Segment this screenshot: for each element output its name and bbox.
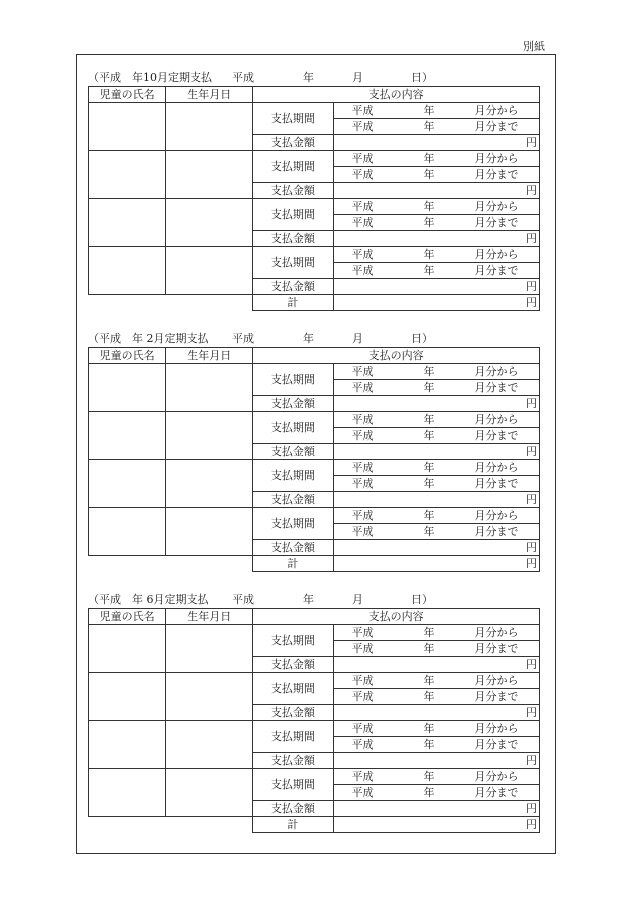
title-year: 年 xyxy=(303,593,314,606)
year-label: 年 xyxy=(423,626,435,639)
period-to-line xyxy=(333,263,539,279)
to-label: 月分まで xyxy=(474,738,519,751)
payment-table xyxy=(88,347,540,572)
birthdate-cell[interactable] xyxy=(166,247,253,295)
child-name-cell[interactable] xyxy=(89,199,166,247)
title-era: 平成 xyxy=(232,332,254,345)
amount-value-cell[interactable]: 円 xyxy=(333,657,539,673)
era-label: 平成 xyxy=(351,722,374,735)
title-era: 平成 xyxy=(232,71,254,84)
year-label: 年 xyxy=(423,525,435,538)
era-label: 平成 xyxy=(351,690,374,703)
amount-label: 支払金額 xyxy=(253,444,333,460)
era-label: 平成 xyxy=(351,365,374,378)
period-row xyxy=(89,673,540,689)
era-label: 平成 xyxy=(351,429,374,442)
header-row xyxy=(89,609,540,625)
section-title xyxy=(88,70,540,86)
era-label: 平成 xyxy=(351,216,374,229)
year-label: 年 xyxy=(423,152,435,165)
period-to-line xyxy=(333,641,539,657)
year-label: 年 xyxy=(423,248,435,261)
header-row xyxy=(89,87,540,103)
title-month: 年 6月定期支払 xyxy=(132,593,209,606)
amount-value-cell[interactable]: 円 xyxy=(333,492,539,508)
header-birthdate: 生年月日 xyxy=(166,609,253,625)
from-label: 月分から xyxy=(474,626,519,639)
era-label: 平成 xyxy=(351,120,374,133)
era-label: 平成 xyxy=(351,461,374,474)
era-label: 平成 xyxy=(351,264,374,277)
to-label: 月分まで xyxy=(474,120,519,133)
period-to-line xyxy=(333,215,539,231)
to-label: 月分まで xyxy=(474,429,519,442)
year-label: 年 xyxy=(423,642,435,655)
period-label: 支払期間 xyxy=(253,673,333,705)
period-from-line xyxy=(333,103,539,119)
title-day: 日） xyxy=(411,332,433,345)
year-label: 年 xyxy=(423,264,435,277)
header-content: 支払の内容 xyxy=(253,609,540,625)
era-label: 平成 xyxy=(351,381,374,394)
era-label: 平成 xyxy=(351,738,374,751)
period-label: 支払期間 xyxy=(253,412,333,444)
total-label: 計 xyxy=(253,817,333,833)
year-label: 年 xyxy=(423,413,435,426)
amount-label: 支払金額 xyxy=(253,705,333,721)
amount-label: 支払金額 xyxy=(253,135,333,151)
child-name-cell[interactable] xyxy=(89,460,166,508)
amount-label: 支払金額 xyxy=(253,657,333,673)
birthdate-cell[interactable] xyxy=(166,460,253,508)
total-spacer xyxy=(89,817,253,833)
amount-label: 支払金額 xyxy=(253,753,333,769)
era-label: 平成 xyxy=(351,674,374,687)
period-to-line xyxy=(333,167,539,183)
amount-value-cell[interactable]: 円 xyxy=(333,444,539,460)
child-name-cell[interactable] xyxy=(89,247,166,295)
era-label: 平成 xyxy=(351,152,374,165)
year-label: 年 xyxy=(423,509,435,522)
amount-value-cell[interactable]: 円 xyxy=(333,705,539,721)
birthdate-cell[interactable] xyxy=(166,625,253,673)
period-label: 支払期間 xyxy=(253,769,333,801)
title-month-label: 月 xyxy=(352,332,363,345)
title-era: 平成 xyxy=(232,593,254,606)
total-row xyxy=(89,556,540,572)
era-label: 平成 xyxy=(351,200,374,213)
period-label: 支払期間 xyxy=(253,151,333,183)
from-label: 月分から xyxy=(474,770,519,783)
year-label: 年 xyxy=(423,674,435,687)
period-label: 支払期間 xyxy=(253,625,333,657)
payment-section xyxy=(88,592,540,833)
birthdate-cell[interactable] xyxy=(166,673,253,721)
from-label: 月分から xyxy=(474,152,519,165)
year-label: 年 xyxy=(423,168,435,181)
period-row xyxy=(89,151,540,167)
title-month: 年10月定期支払 xyxy=(132,71,212,84)
period-label: 支払期間 xyxy=(253,721,333,753)
period-from-line xyxy=(333,364,539,380)
year-label: 年 xyxy=(423,200,435,213)
era-label: 平成 xyxy=(351,168,374,181)
total-value-cell[interactable]: 円 xyxy=(333,556,539,572)
period-from-line xyxy=(333,151,539,167)
period-from-line xyxy=(333,508,539,524)
from-label: 月分から xyxy=(474,674,519,687)
payment-section xyxy=(88,331,540,572)
amount-value-cell[interactable]: 円 xyxy=(333,753,539,769)
total-label: 計 xyxy=(253,556,333,572)
title-year: 年 xyxy=(303,71,314,84)
title-day: 日） xyxy=(411,71,433,84)
amount-label: 支払金額 xyxy=(253,183,333,199)
period-row xyxy=(89,103,540,119)
from-label: 月分から xyxy=(474,104,519,117)
to-label: 月分まで xyxy=(474,477,519,490)
from-label: 月分から xyxy=(474,248,519,261)
header-birthdate: 生年月日 xyxy=(166,348,253,364)
era-label: 平成 xyxy=(351,642,374,655)
amount-value-cell[interactable]: 円 xyxy=(333,279,539,295)
era-label: 平成 xyxy=(351,525,374,538)
year-label: 年 xyxy=(423,429,435,442)
period-row xyxy=(89,412,540,428)
period-label: 支払期間 xyxy=(253,460,333,492)
total-label: 計 xyxy=(253,295,333,311)
payment-section xyxy=(88,70,540,311)
year-label: 年 xyxy=(423,722,435,735)
period-to-line xyxy=(333,476,539,492)
period-from-line xyxy=(333,769,539,785)
birthdate-cell[interactable] xyxy=(166,199,253,247)
birthdate-cell[interactable] xyxy=(166,103,253,151)
year-label: 年 xyxy=(423,461,435,474)
era-label: 平成 xyxy=(351,477,374,490)
amount-label: 支払金額 xyxy=(253,540,333,556)
to-label: 月分まで xyxy=(474,690,519,703)
period-to-line xyxy=(333,737,539,753)
year-label: 年 xyxy=(423,770,435,783)
to-label: 月分まで xyxy=(474,642,519,655)
child-name-cell[interactable] xyxy=(89,721,166,769)
to-label: 月分まで xyxy=(474,786,519,799)
amount-value-cell[interactable]: 円 xyxy=(333,135,539,151)
from-label: 月分から xyxy=(474,509,519,522)
period-row xyxy=(89,769,540,785)
year-label: 年 xyxy=(423,738,435,751)
title-prefix: （平成 xyxy=(88,71,121,84)
era-label: 平成 xyxy=(351,248,374,261)
total-row xyxy=(89,817,540,833)
era-label: 平成 xyxy=(351,104,374,117)
period-row xyxy=(89,625,540,641)
period-from-line xyxy=(333,199,539,215)
amount-label: 支払金額 xyxy=(253,231,333,247)
total-spacer xyxy=(89,556,253,572)
section-title xyxy=(88,331,540,347)
total-row xyxy=(89,295,540,311)
year-label: 年 xyxy=(423,690,435,703)
title-day: 日） xyxy=(411,593,433,606)
year-label: 年 xyxy=(423,365,435,378)
amount-label: 支払金額 xyxy=(253,801,333,817)
birthdate-cell[interactable] xyxy=(166,412,253,460)
year-label: 年 xyxy=(423,477,435,490)
child-name-cell[interactable] xyxy=(89,769,166,817)
era-label: 平成 xyxy=(351,626,374,639)
to-label: 月分まで xyxy=(474,381,519,394)
amount-label: 支払金額 xyxy=(253,492,333,508)
from-label: 月分から xyxy=(474,200,519,213)
header-child-name: 児童の氏名 xyxy=(89,87,166,103)
era-label: 平成 xyxy=(351,770,374,783)
period-to-line xyxy=(333,428,539,444)
payment-table xyxy=(88,608,540,833)
period-from-line xyxy=(333,673,539,689)
amount-value-cell[interactable]: 円 xyxy=(333,540,539,556)
child-name-cell[interactable] xyxy=(89,508,166,556)
header-child-name: 児童の氏名 xyxy=(89,609,166,625)
period-label: 支払期間 xyxy=(253,247,333,279)
title-month-label: 月 xyxy=(352,71,363,84)
total-value-cell[interactable]: 円 xyxy=(333,295,539,311)
header-child-name: 児童の氏名 xyxy=(89,348,166,364)
year-label: 年 xyxy=(423,104,435,117)
section-title xyxy=(88,592,540,608)
period-to-line xyxy=(333,785,539,801)
total-spacer xyxy=(89,295,253,311)
period-label: 支払期間 xyxy=(253,199,333,231)
birthdate-cell[interactable] xyxy=(166,721,253,769)
to-label: 月分まで xyxy=(474,525,519,538)
period-row xyxy=(89,247,540,263)
period-from-line xyxy=(333,625,539,641)
to-label: 月分まで xyxy=(474,168,519,181)
amount-value-cell[interactable]: 円 xyxy=(333,801,539,817)
period-to-line xyxy=(333,380,539,396)
from-label: 月分から xyxy=(474,413,519,426)
birthdate-cell[interactable] xyxy=(166,769,253,817)
amount-label: 支払金額 xyxy=(253,396,333,412)
era-label: 平成 xyxy=(351,509,374,522)
period-to-line xyxy=(333,689,539,705)
period-row xyxy=(89,721,540,737)
period-from-line xyxy=(333,721,539,737)
period-from-line xyxy=(333,460,539,476)
amount-value-cell[interactable]: 円 xyxy=(333,183,539,199)
year-label: 年 xyxy=(423,381,435,394)
birthdate-cell[interactable] xyxy=(166,151,253,199)
period-to-line xyxy=(333,524,539,540)
from-label: 月分から xyxy=(474,461,519,474)
from-label: 月分から xyxy=(474,365,519,378)
year-label: 年 xyxy=(423,786,435,799)
period-row xyxy=(89,508,540,524)
to-label: 月分まで xyxy=(474,264,519,277)
title-month: 年 2月定期支払 xyxy=(132,332,209,345)
period-label: 支払期間 xyxy=(253,103,333,135)
year-label: 年 xyxy=(423,216,435,229)
era-label: 平成 xyxy=(351,786,374,799)
amount-label: 支払金額 xyxy=(253,279,333,295)
payment-table xyxy=(88,86,540,311)
header-birthdate: 生年月日 xyxy=(166,87,253,103)
period-label: 支払期間 xyxy=(253,364,333,396)
era-label: 平成 xyxy=(351,413,374,426)
amount-value-cell[interactable]: 円 xyxy=(333,396,539,412)
period-from-line xyxy=(333,412,539,428)
amount-value-cell[interactable]: 円 xyxy=(333,231,539,247)
total-value-cell[interactable]: 円 xyxy=(333,817,539,833)
from-label: 月分から xyxy=(474,722,519,735)
period-row xyxy=(89,460,540,476)
title-prefix: （平成 xyxy=(88,593,121,606)
title-year: 年 xyxy=(303,332,314,345)
period-label: 支払期間 xyxy=(253,508,333,540)
header-content: 支払の内容 xyxy=(253,87,540,103)
title-prefix: （平成 xyxy=(88,332,121,345)
attachment-label: 別紙 xyxy=(523,40,545,53)
header-row xyxy=(89,348,540,364)
birthdate-cell[interactable] xyxy=(166,508,253,556)
period-row xyxy=(89,364,540,380)
period-row xyxy=(89,199,540,215)
birthdate-cell[interactable] xyxy=(166,364,253,412)
header-content: 支払の内容 xyxy=(253,348,540,364)
period-to-line xyxy=(333,119,539,135)
title-month-label: 月 xyxy=(352,593,363,606)
period-from-line xyxy=(333,247,539,263)
to-label: 月分まで xyxy=(474,216,519,229)
year-label: 年 xyxy=(423,120,435,133)
